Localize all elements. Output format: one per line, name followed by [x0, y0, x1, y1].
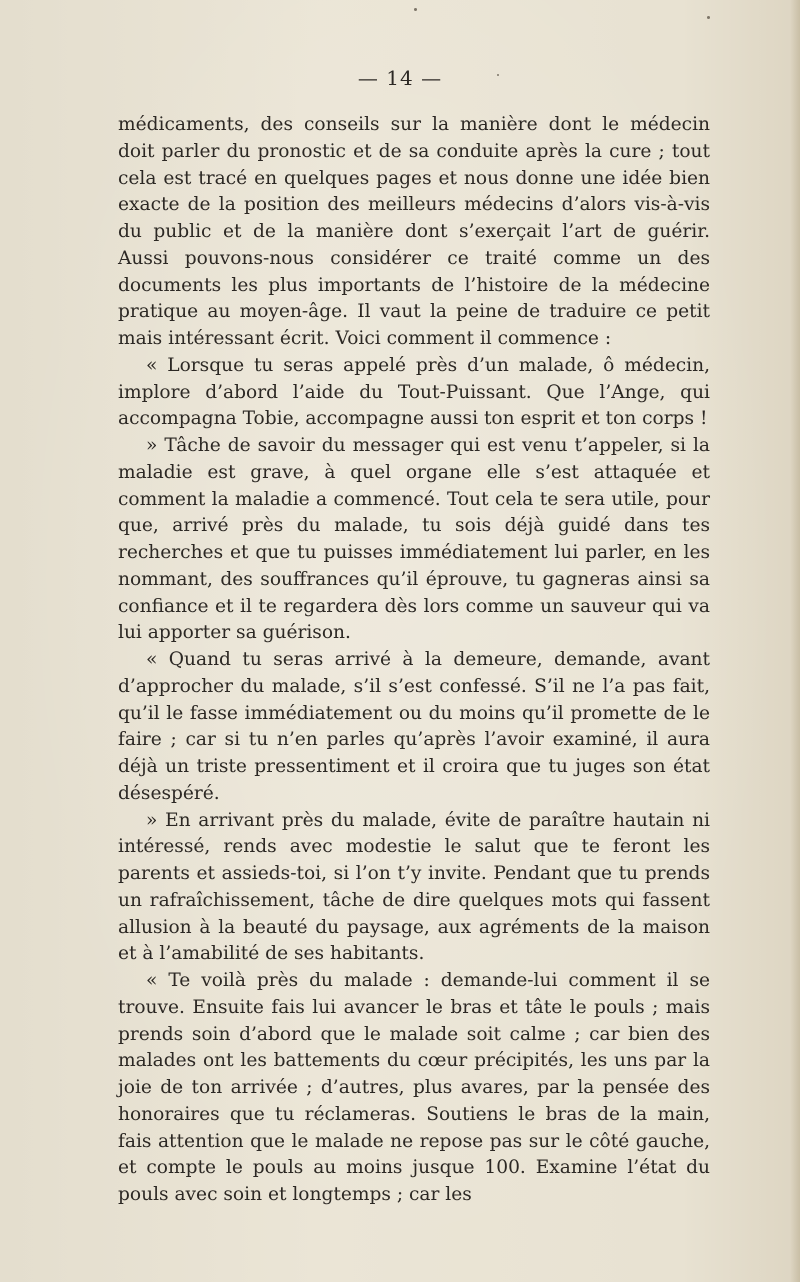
page-edge-shadow [790, 0, 800, 1282]
paper-speck [414, 8, 417, 11]
paragraph-quote-2: » Tâche de savoir du messager qui est venu t’appeler, si la maladie est grave, à quel organe elle s’est attaquée et comment la maladie a commencé. Tout cela te sera utile, pour que, arrivé près du malade, tu sois déjà guidé dans tes recherches et que tu puisses immédiatement lui parler, en les nommant, des souffrances qu’il éprouve, tu gagneras ainsi sa confiance et il te regardera dès lors comme un sauveur qui va lui apporter sa guérison. [118, 435, 710, 644]
paragraph-quote-5: « Te voilà près du malade : demande-lui comment il se trouve. Ensuite fais lui avancer le bras et tâte le pouls ; mais prends soin d’abord que le malade soit calme ; car bien des malades ont les battements du cœur précipités, les uns par la joie de ton arrivée ; d’autres, plus avares, par la pensée des honoraires que tu réclameras. Soutiens le bras de la main, fais attention que le malade ne repose pas sur le côté gauche, et compte le pouls au moins jusque 100. Examine l’état du pouls avec soin et longtemps ; car les [118, 970, 710, 1205]
paragraph-quote-1: « Lorsque tu seras appelé près d’un malade, ô médecin, implore d’abord l’aide du Tout-Puissant. Que l’Ange, qui accompagna Tobie, accompagne aussi ton esprit et ton corps ! [118, 354, 710, 430]
paragraph-quote-4: » En arrivant près du malade, évite de paraître hautain ni intéressé, rends avec modestie le salut que te feront les parents et assieds-toi, si l’on t’y invite. Pendant que tu prends un rafraîchissement, tâche de dire quelques mots qui fassent allusion à la beauté du paysage, aux agréments de la maison et à l’amabilité de ses habitants. [118, 809, 710, 965]
paper-speck [707, 16, 710, 19]
page-number: — 14 — [357, 66, 443, 90]
paragraph-intro: médicaments, des conseils sur la manière dont le médecin doit parler du pronostic et de sa conduite après la cure ; tout cela est tracé en quelques pages et nous donne une idée bien exacte de la position des meilleurs médecins d’alors vis-à-vis du public et de la manière dont s’exerçait l’art de guérir. Aussi pouvons-nous considérer ce traité comme un des documents les plus importants de l’histoire de la médecine pratique au moyen-âge. Il vaut la peine de traduire ce petit mais intéressant écrit. Voici comment il commence : [118, 114, 710, 349]
text-body [118, 112, 710, 1209]
paragraph-quote-3: « Quand tu seras arrivé à la demeure, demande, avant d’approcher du malade, s’il s’est confessé. S’il ne l’a pas fait, qu’il le fasse immédiatement ou du moins qu’il promette de le faire ; car si tu n’en parles qu’après l’avoir examiné, il aura déjà un triste pressentiment et il croira que tu juges son état désespéré. [118, 649, 710, 804]
